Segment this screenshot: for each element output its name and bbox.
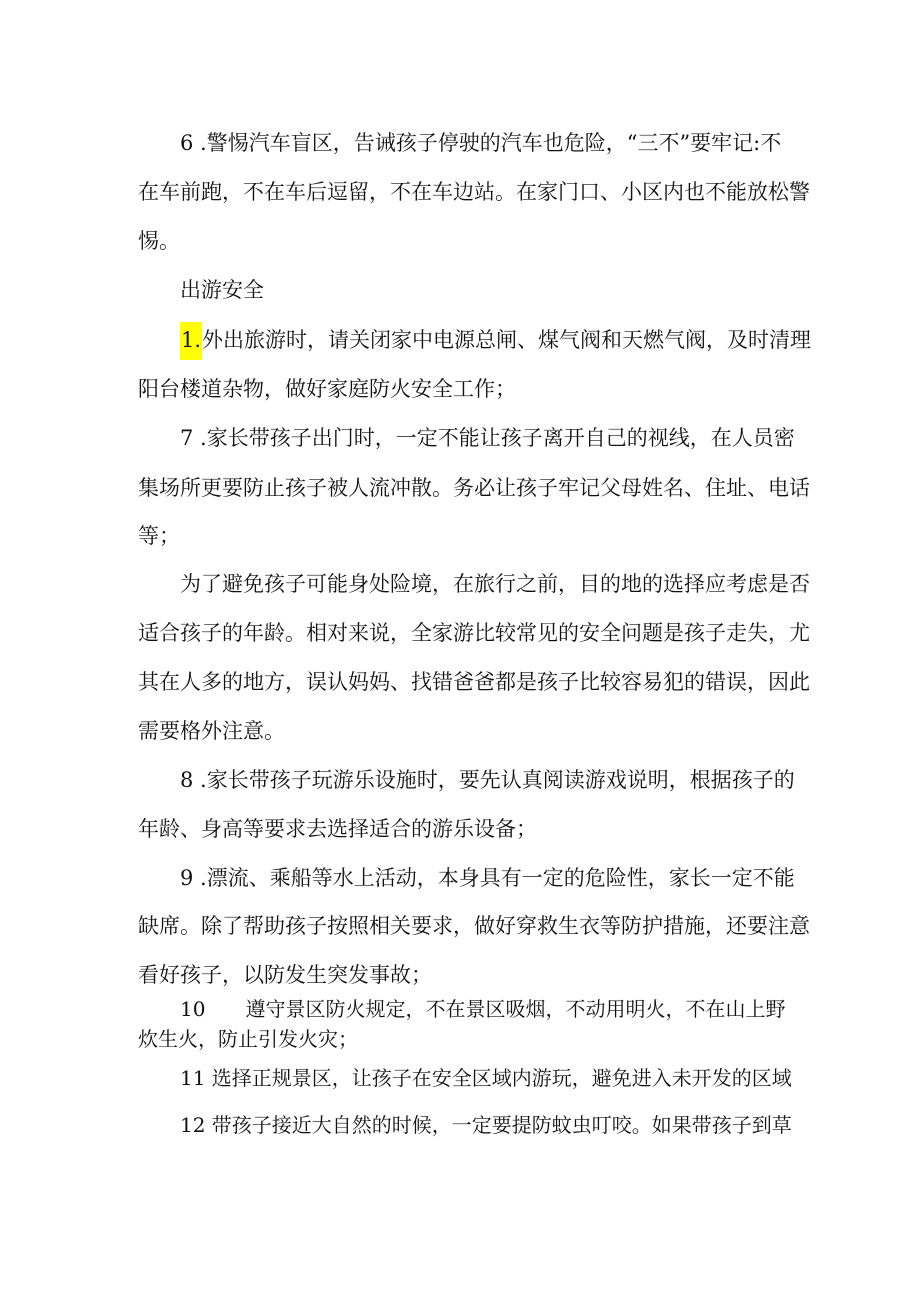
paragraph-line2: 适合孩子的年龄。相对来说，全家游比较常见的安全问题是孩子走失，尤 — [138, 621, 810, 645]
item8-line1: 8 .家长带孩子玩游乐设施时，要先认真阅读游戏说明，根据孩子的 — [180, 768, 795, 792]
item9-line3: 看好孩子，以防发生突发事故； — [138, 963, 432, 987]
item1-line2: 阳台楼道杂物，做好家庭防火安全工作； — [138, 377, 516, 401]
item12-line1: 12 带孩子接近大自然的时候，一定要提防蚊虫叮咬。如果带孩子到草 — [180, 1113, 792, 1137]
item9-line2: 缺席。除了帮助孩子按照相关要求，做好穿救生衣等防护措施，还要注意 — [138, 914, 810, 938]
item7-line1: 7 .家长带孩子出门时，一定不能让孩子离开自己的视线，在人员密 — [180, 426, 795, 450]
paragraph-line4: 需要格外注意。 — [138, 719, 285, 743]
section-title: 出游安全 — [180, 278, 264, 302]
item1-line1 — [180, 325, 811, 355]
paragraph-line1: 为了避免孩子可能身处险境，在旅行之前，目的地的选择应考虑是否 — [180, 572, 810, 596]
item6-line1: 6 .警惕汽车盲区，告诫孩子停驶的汽车也危险，“三不”要牢记:不 — [180, 131, 782, 155]
item7-line3: 等； — [138, 524, 180, 548]
item9-line1: 9 .漂流、乘船等水上活动，本身具有一定的危险性，家长一定不能 — [180, 866, 795, 890]
item11-line1: 11 选择正规景区，让孩子在安全区域内游玩，避免进入未开发的区域 — [180, 1066, 792, 1090]
item8-line2: 年龄、身高等要求去选择适合的游乐设备； — [138, 817, 537, 841]
item7-line2: 集场所更要防止孩子被人流冲散。务必让孩子牢记父母姓名、住址、电话 — [138, 476, 810, 500]
item6-line2: 在车前跑，不在车后逗留，不在车边站。在家门口、小区内也不能放松警 — [138, 180, 810, 204]
item1-line1-text: 外出旅游时，请关闭家中电源总闸、煤气阀和天燃气阀，及时清理 — [202, 328, 812, 352]
item10-line1 — [180, 994, 785, 1024]
item6-line3: 惕。 — [138, 229, 180, 253]
item10-number: 10 — [180, 997, 206, 1021]
item10-line2: 炊生火，防止引发火灾； — [138, 1027, 358, 1051]
paragraph-line3: 其在人多的地方，误认妈妈、找错爸爸都是孩子比较容易犯的错误，因此 — [138, 670, 810, 694]
item10-line1-text: 遵守景区防火规定，不在景区吸烟，不动用明火，不在山上野 — [245, 997, 786, 1021]
item1-number-highlight: 1. — [180, 322, 202, 360]
